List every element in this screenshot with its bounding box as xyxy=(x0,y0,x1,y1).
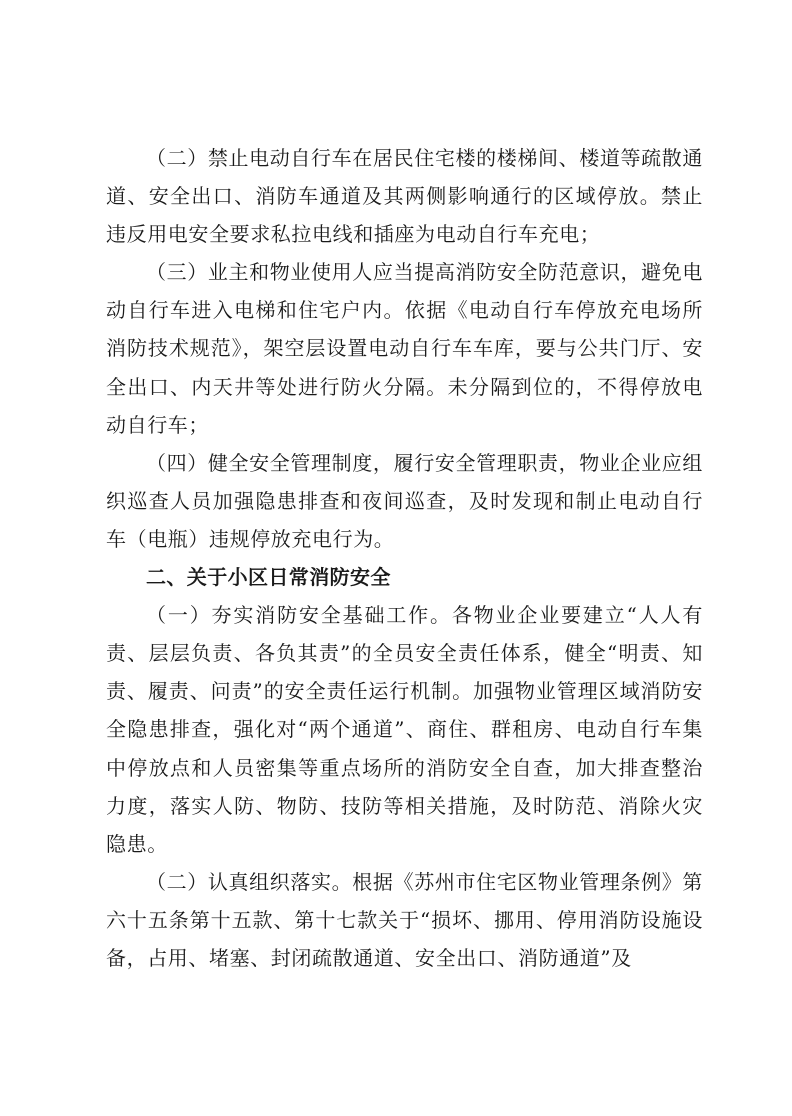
paragraph-ev-parking-ban: （二）禁止电动自行车在居民住宅楼的楼梯间、楼道等疏散通道、安全出口、消防车通道及其两侧影响通行的区域停放。禁止违反用电安全要求私拉电线和插座为电动自行车充电； xyxy=(106,146,703,247)
section-heading: 二、关于小区日常消防安全 xyxy=(146,565,391,590)
paragraph-fire-awareness: （三）业主和物业使用人应当提高消防安全防范意识，避免电动自行车进入电梯和住宅户内。依据《电动自行车停放充电场所消防技术规范》，架空层设置电动自行车车库，要与公共门厅、安全出口、内天井等处进行防火分隔。未分隔到位的，不得停放电动自行车； xyxy=(106,260,703,437)
document-body xyxy=(106,139,703,977)
paragraph-implementation: （二）认真组织落实。根据《苏州市住宅区物业管理条例》第六十五条第十五款、第十七款关于“损坏、挪用、停用消防设施设备，占用、堵塞、封闭疏散通道、安全出口、消防通道”及 xyxy=(106,869,703,970)
paragraph-safety-management: （四）健全安全管理制度，履行安全管理职责，物业企业应组织巡查人员加强隐患排查和夜间巡查，及时发现和制止电动自行车（电瓶）违规停放充电行为。 xyxy=(106,450,703,551)
paragraph-fire-safety-foundation: （一）夯实消防安全基础工作。各物业企业要建立“人人有责、层层负责、各负其责”的全员安全责任体系，健全“明责、知责、履责、问责”的安全责任运行机制。加强物业管理区域消防安全隐患排查，强化对“两个通道”、商住、群租房、电动自行车集中停放点和人员密集等重点场所的消防安全自查，加大排查整治力度，落实人防、物防、技防等相关措施，及时防范、消除火灾隐患。 xyxy=(106,603,703,856)
